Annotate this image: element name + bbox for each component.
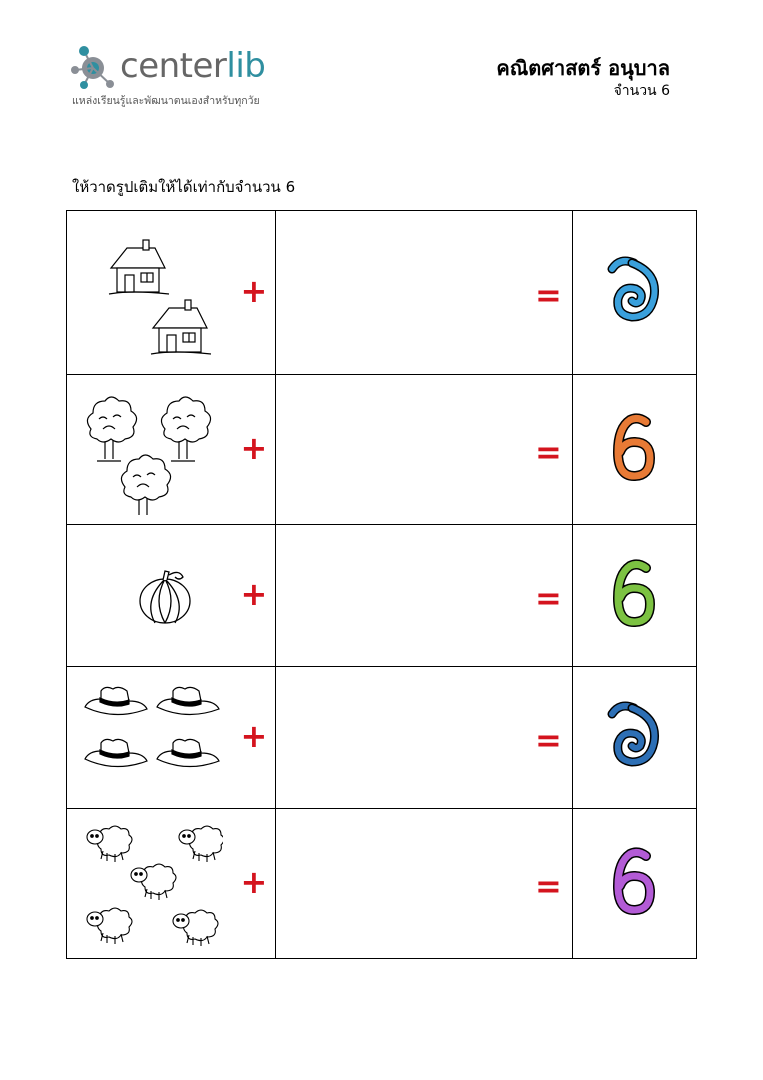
drawing-area[interactable] (276, 809, 572, 959)
page-subtitle: จำนวน 6 (613, 83, 670, 99)
number-six (573, 558, 696, 628)
worksheet-table (66, 210, 697, 959)
worksheet-row (67, 667, 697, 809)
worksheet-row (67, 809, 697, 959)
brand-logo (70, 42, 300, 112)
page-title: คณิตศาสตร์ อนุบาล (496, 56, 670, 80)
hat-icon (73, 673, 223, 803)
picture-cell (67, 375, 276, 525)
number-six (573, 700, 696, 770)
worksheet-row (67, 525, 697, 667)
picture-cell (67, 525, 276, 667)
equals-sign: = (534, 867, 562, 905)
network-dots-icon (70, 44, 116, 90)
sheep-icon (73, 819, 223, 949)
digit-cell (572, 809, 696, 959)
digit-cell (572, 667, 696, 809)
brand-name (120, 46, 265, 86)
plus-sign: + (240, 575, 268, 613)
drawing-area[interactable] (276, 375, 572, 525)
digit-cell (572, 525, 696, 667)
drawing-area[interactable] (276, 525, 572, 667)
pumpkin-icon (73, 531, 223, 661)
picture-cell (67, 809, 276, 959)
digit-cell (572, 375, 696, 525)
brand-tagline: แหล่งเรียนรู้และพัฒนาตนเองสำหรับทุกวัย (72, 95, 260, 107)
picture-cell (67, 211, 276, 375)
plus-sign: + (240, 272, 268, 310)
plus-sign: + (240, 717, 268, 755)
drawing-area[interactable] (276, 211, 572, 375)
house-icon (73, 228, 223, 358)
equals-sign: = (534, 721, 562, 759)
digit-cell (572, 211, 696, 375)
picture-cell (67, 667, 276, 809)
equals-sign: = (534, 433, 562, 471)
worksheet-row (67, 375, 697, 525)
number-six (573, 412, 696, 482)
plus-sign: + (240, 429, 268, 467)
instruction-text: ให้วาดรูปเติมให้ได้เท่ากับจำนวน 6 (72, 178, 296, 196)
equals-sign: = (534, 579, 562, 617)
equals-sign: = (534, 276, 562, 314)
worksheet-row (67, 211, 697, 375)
plus-sign: + (240, 863, 268, 901)
drawing-area[interactable] (276, 667, 572, 809)
number-six (573, 846, 696, 916)
tree-icon (73, 385, 223, 515)
number-six (573, 255, 696, 325)
brand-name-text: centerlib (120, 46, 266, 86)
